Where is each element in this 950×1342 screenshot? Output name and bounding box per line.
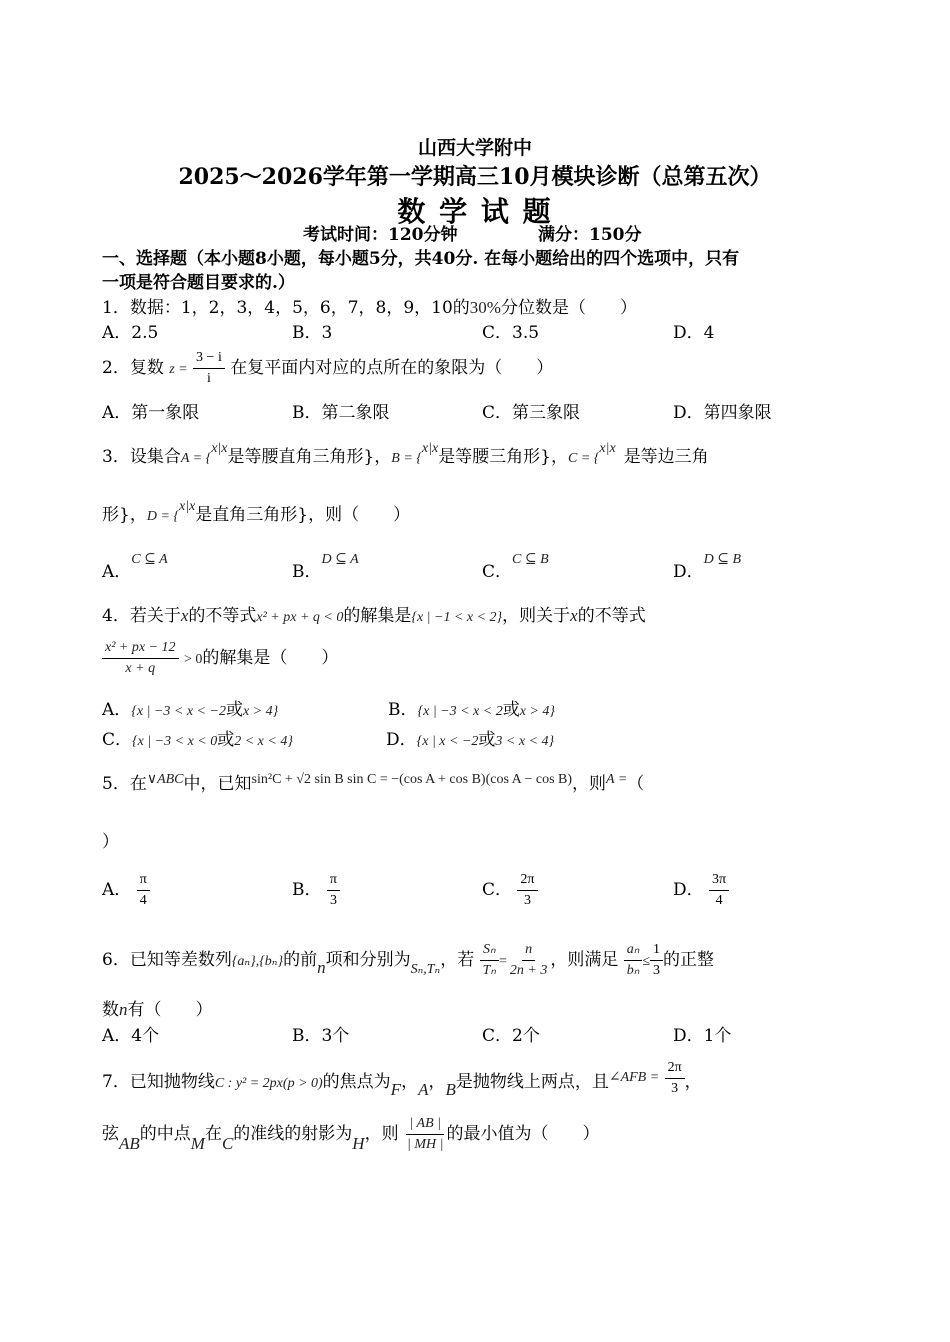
q2-option-b: B．第二象限 [292, 403, 390, 423]
question-3-stem-line1: 3．设集合A = {$^{x|x}$是等腰直角三角形}，B = {$^{x|x}$是等腰三角形}，C = {$^{x|x}$ 是等边三角 [102, 441, 709, 467]
q5-option-d: D． $\frac{3\pi}{4}$ [673, 870, 729, 911]
q3-option-c: C．$^{C ⊆ B}$ [482, 552, 549, 582]
q4-fraction: $\frac{\text{x² + px − 12}}{x + q}$ [102, 638, 179, 679]
q4-option-a: A．{x | −3 < x < −2或x > 4} [102, 700, 279, 720]
q1-option-d: D．4 [673, 323, 715, 343]
q5-option-a: A． $\frac{\pi}{4}$ [102, 870, 150, 911]
q2-fraction: $\frac{3 - i}{i}$ [193, 348, 225, 389]
q6-option-a: A．4个 [102, 1026, 160, 1046]
question-5-stem: 5．在$^{\vee ABC}$中，已知$^{sin^2C + √2 sin B sin C = -(cos A + cos B)(cos A - cos B)}$，则$^{A =}$（ [102, 772, 645, 794]
q5-equation: sin²C + √2 sin B sin C = −(cos A + cos B)(cos A − cos B) [251, 772, 573, 787]
q6-option-c: C．2个 [482, 1026, 540, 1046]
question-2-stem: 2．复数 z = $\frac{3 - i}{i}$ 在复平面内对应的点所在的象限为（ ） [102, 348, 553, 389]
q4-option-b: B．{x | −3 < x < 2或x > 4} [388, 700, 555, 720]
question-7-stem-line1: 7．已知抛物线C : y² = 2px(p > 0)的焦点为F，A，B是抛物线上两点，且$^{\angle AFB =}$ $\frac{2\pi}{3}$ ， [102, 1060, 702, 1099]
question-4-stem-line2: $\frac{\text{x² + px − 12}}{x + q}$ > 0的解集是（ ） [102, 638, 338, 679]
q3-option-a: A．$^{C ⊆ A}$ [102, 552, 168, 582]
q3-option-d: D．$^{D ⊆ B}$ [673, 552, 742, 582]
question-5-close-paren: ） [102, 832, 119, 852]
question-4-stem-line1: 4．若关于x的不等式x² + px + q < 0的解集是{x | −1 < x < 2}，则关于x的不等式 [102, 606, 646, 626]
exam-time: 考试时间：120分钟 [303, 225, 458, 245]
exam-title: 2025～2026学年第一学期高三10月模块诊断（总第五次） [178, 164, 772, 190]
question-6-stem-line2: 数n有（ ） [102, 1000, 213, 1020]
q5-option-c: C． $\frac{2\pi}{3}$ [482, 870, 538, 911]
section-instructions-line1: 一、选择题（本小题8小题，每小题5分，共40分. 在每小题给出的四个选项中，只有 [102, 249, 740, 269]
school-name: 山西大学附中 [417, 137, 532, 159]
subject-title: 数 学 试 题 [397, 195, 553, 228]
exam-score: 满分：150分 [538, 225, 642, 245]
q2-option-a: A．第一象限 [102, 403, 200, 423]
q2-option-d: D．第四象限 [673, 403, 772, 423]
q4-option-d: D．{x | x < −2或3 < x < 4} [386, 730, 555, 750]
question-6-stem-line1: 6．已知等差数列{aₙ},{bₙ}的前n项和分别为$_{S_n,T_n}$，若 $\frac{\text{Sₙ}}{\text{Tₙ}}$ = $\frac{n}{2n + 3}$ ，则满足 $\frac{\text{aₙ}}{\text{bₙ}}$ ≤ $\frac{1}{3}$ 的正整 [102, 942, 715, 978]
q1-option-b: B．3 [292, 323, 333, 343]
q6-option-d: D．1个 [673, 1026, 732, 1046]
q2-option-c: C．第三象限 [482, 403, 581, 423]
question-1-stem: 1．数据：1，2，3，4，5，6，7，8，9，10的30%分位数是（ ） [102, 298, 637, 318]
q1-option-c: C．3.5 [482, 323, 540, 343]
q4-option-c: C．{x | −3 < x < 0或2 < x < 4} [102, 730, 293, 750]
q5-option-b: B． $\frac{\pi}{3}$ [292, 870, 340, 911]
q3-option-b: B．$^{D ⊆ A}$ [292, 552, 359, 582]
q1-option-a: A．2.5 [102, 323, 159, 343]
percent-value: 30% [469, 298, 501, 317]
question-7-stem-line2: 弦AB的中点M在C的准线的射影为H，则 $\frac{| AB |}{| MH |}$ 的最小值为（ ） [102, 1116, 600, 1153]
question-3-stem-line2: 形}，D = {$^{x|x}$是直角三角形}，则（ ） [102, 499, 411, 525]
section-instructions-line2: 一项是符合题目要求的.） [102, 273, 295, 293]
q6-option-b: B．3个 [292, 1026, 350, 1046]
